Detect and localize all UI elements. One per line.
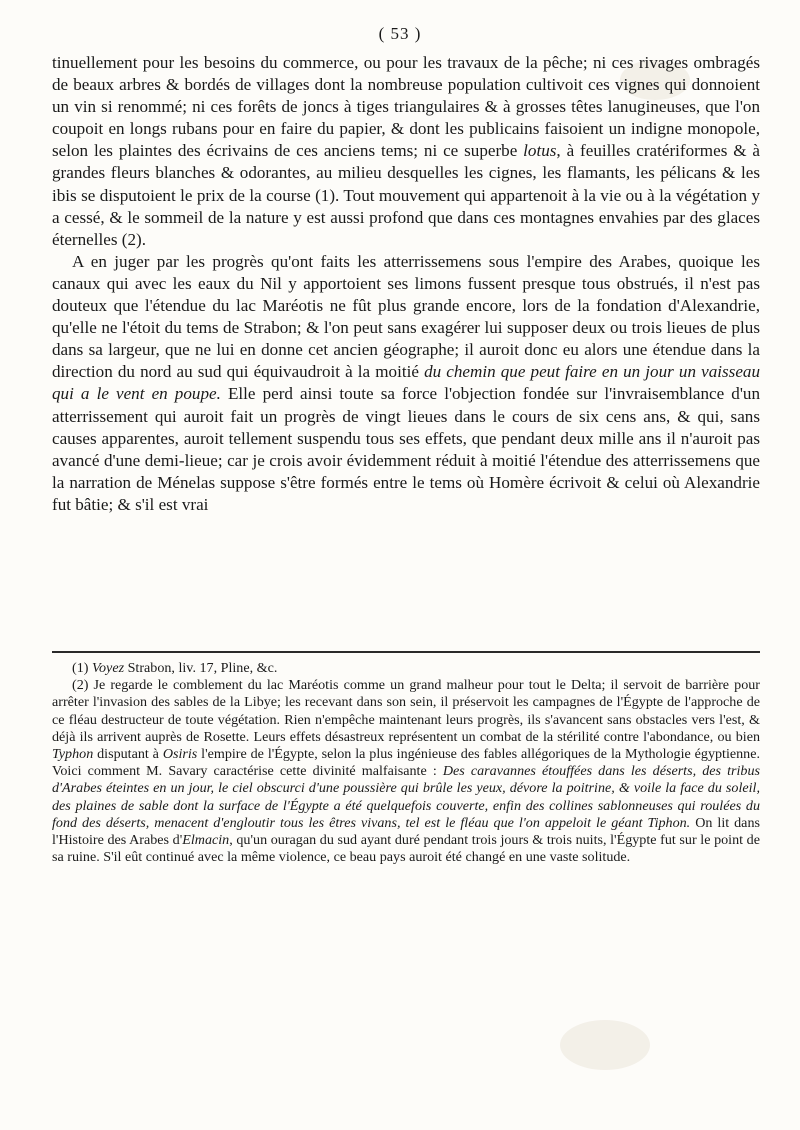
footnote-1-voyez: Voyez (91, 660, 125, 676)
footnote-2-text-a: (2) Je regarde le comblement du lac Maréotis comme un grand malheur pour tout le Delta; il servoit de barrière pour arrêter l'invasion des sables de la Libye; les recevant dans son sein, il préservoit les campagnes de l'Égypte de l'approche de ce fléau destructeur de toute végétation. Rien n'empêche maintenant leurs progrès, ils s'avancent sans obstacles vers l'est, & déjà ils arrivent auprès de Rosette. Leurs effets désastreux représentent un combat de la stérilité contre l'abondance, ou bien (52, 677, 760, 745)
paragraph-1-lotus: lotus (523, 141, 557, 161)
footnote-2-text-b: disputant à (93, 746, 163, 763)
footnote-2-text-d: On lit dans l'Histoire des Arabes d' (52, 814, 760, 849)
paragraph-1-text-a: tinuellement pour les besoins du commerce, ou pour les travaux de la pêche; ni ces rivages ombragés de beaux arbres & bordés de villages dont la nombreuse population cultivoit ces vignes qui donnoient un vin si renommé; ni ces forêts de joncs à tiges triangulaires & à grosses têtes lanugineuses, que l'on coupoit en longs rubans pour en faire du papier, & dont les publicains faisoient un indigne monopole, selon les plaintes des écrivains de ces anciens tems; ni ce superbe (52, 53, 760, 161)
footnotes (52, 660, 760, 866)
paper-stain (560, 1020, 650, 1070)
footnote-1 (52, 660, 760, 677)
paragraph-2-italic: du chemin que peut faire en un jour un vaisseau qui a le vent en poupe. (52, 362, 760, 404)
footnote-2-quote: Des caravannes étouffées dans les déserts, des tribus d'Arabes éteintes en un jour, le ciel obscurci d'une poussière qui brûle les yeux, dévore la poitrine, & voile la face du soleil, des plaines de sable dont la surface de l'Égypte a été quelquefois couverte, enfin des collines sablonneuses qui roulées du fond des déserts, menacent d'engloutir tous les êtres vivans, tel est le fléau que l'on appeloit le géant Tiphon. (52, 763, 760, 831)
main-text (52, 52, 760, 516)
footnote-2-text-e: , qu'un ouragan du sud ayant duré pendant trois jours & trois nuits, l'Égypte fut sur le point de sa ruine. S'il eût continué avec la même violence, ce beau pays auroit été changé en une vaste solitude. (52, 832, 760, 866)
page-number: ( 53 ) (378, 24, 422, 43)
footnote-2 (52, 677, 760, 866)
paragraph-1-text-b: , à feuilles cratériformes & à grandes fleurs blanches & odorantes, au milieu desquelles les cignes, les flamants, les pélicans & les ibis se disputoient le prix de la course (1). Tout mouvement qui appartenoit à la vie ou à la végétation y a cessé, & le sommeil de la nature y est aussi profond que dans ces montagnes envahies par des glaces éternelles (2). (52, 141, 760, 249)
footnote-1-text: Strabon, liv. 17, Pline, &c. (124, 660, 278, 676)
footnote-1-marker: (1) (72, 660, 92, 676)
paragraph-1 (52, 52, 760, 251)
footnote-2-typhon: Typhon (52, 746, 94, 763)
footnote-2-osiris: Osiris (162, 746, 198, 763)
footnote-rule (52, 651, 760, 653)
paragraph-2-text-a: A en juger par les progrès qu'ont faits les atterrissemens sous l'empire des Arabes, quoique les canaux qui avec les eaux du Nil y apportoient ses limons fussent presque tous obstrués, il n'est pas douteux que l'étendue du lac Maréotis ne fût plus grande encore, lors de la fondation d'Alexandrie, qu'elle ne l'étoit du tems de Strabon; & l'on peut sans exagérer lui supposer deux ou trois lieues de plus dans sa largeur, que ne lui en donne cet ancien géographe; il auroit donc eu alors une étendue dans la direction du nord au sud qui équivaudroit à la moitié (52, 251, 760, 382)
paragraph-2 (52, 251, 760, 516)
footnote-2-elmacin: Elmacin (182, 832, 230, 849)
paragraph-2-text-b: Elle perd ainsi toute sa force l'objection fondée sur l'invraisemblance d'un atterrissement qui auroit fait un progrès de vingt lieues dans le cours de six cens ans, & qui, sans causes apparentes, auroit tellement suspendu tous ses effets, que pendant deux mille ans il n'auroit pas avancé d'une demi-lieue; car je crois avoir évidemment réduit à moitié l'étendue des atterrissemens que la narration de Ménelas suppose s'être formés entre le tems où Homère écrivoit & celui où Alexandrie fut bâtie; & s'il est vrai (52, 384, 760, 514)
footnote-2-text-c: l'empire de l'Égypte, selon la plus ingénieuse des fables allégoriques de la Mythologie égyptienne. Voici comment M. Savary caractérise cette divinité malfaisante : (52, 746, 760, 780)
